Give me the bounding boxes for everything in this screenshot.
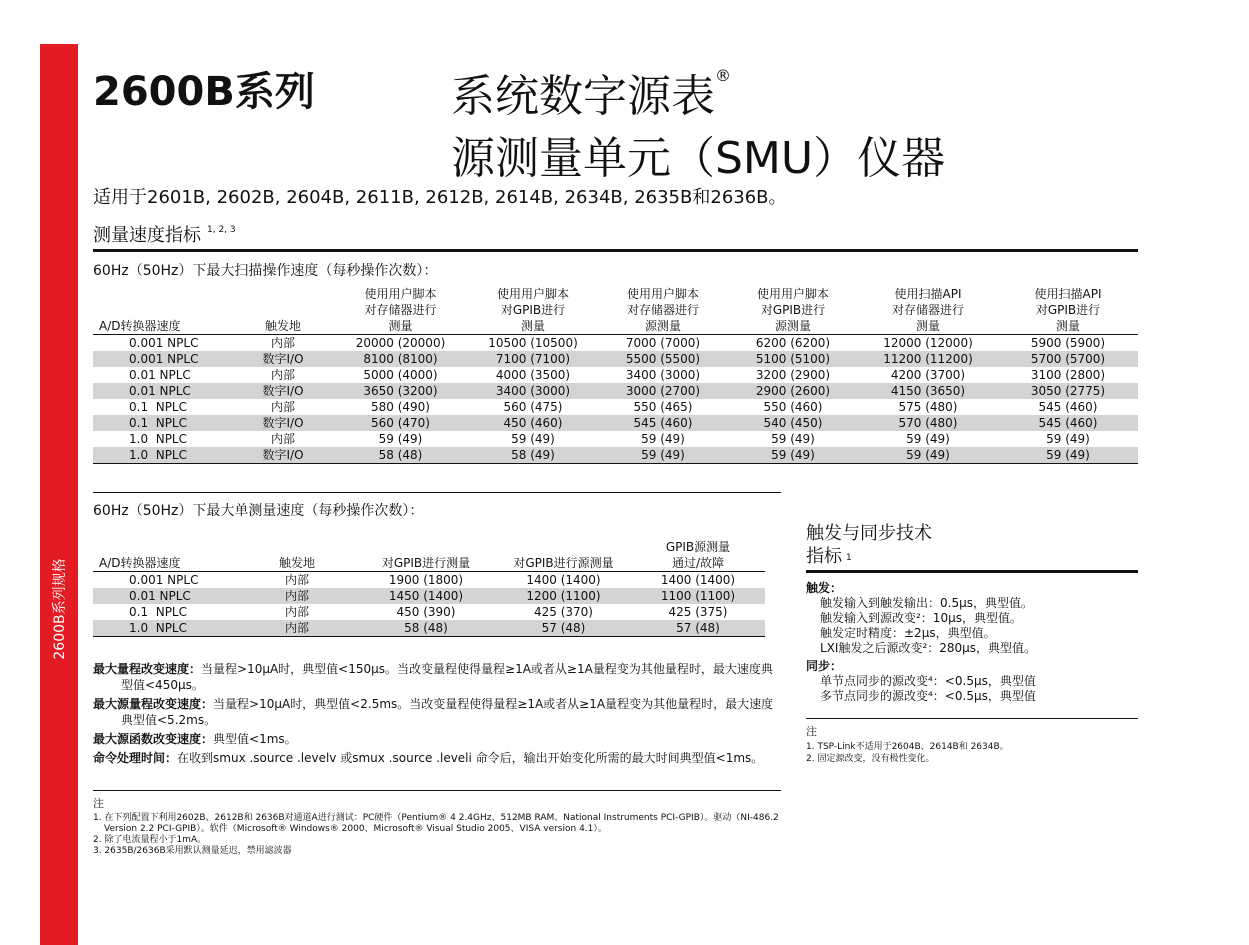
table-cell: 4150 (3650)	[858, 383, 998, 399]
table-row	[93, 399, 1138, 415]
table-cell: 59 (49)	[1046, 432, 1090, 446]
table-row	[93, 351, 1138, 367]
divider	[93, 492, 781, 493]
table-cell: 0.001 NPLC	[129, 573, 199, 587]
table-cell: 8100 (8100)	[333, 351, 468, 367]
column-header: A/D转换器速度	[99, 556, 181, 570]
table-cell: 545 (460)	[598, 415, 728, 431]
table-cell: 0.1 NPLC	[129, 605, 187, 619]
table-cell: 59 (49)	[511, 432, 555, 446]
table-cell: 20000 (20000)	[355, 336, 446, 350]
table-cell: 1400 (1400)	[660, 573, 736, 587]
table-cell: 59 (49)	[998, 447, 1138, 464]
table-cell: 内部	[270, 400, 295, 414]
table-row	[93, 335, 1138, 352]
table-cell: 3100 (2800)	[1030, 368, 1106, 382]
table-cell: 0.1 NPLC	[129, 400, 187, 414]
sync-notes	[806, 726, 1140, 765]
column-header: 使用用户脚本 对存储器进行 源测量	[626, 287, 699, 333]
table-cell: 5700 (5700)	[998, 351, 1138, 367]
sync-notes-heading: 注	[806, 725, 817, 738]
table-cell: 57 (48)	[631, 620, 765, 637]
table-cell: 1.0 NPLC	[93, 620, 238, 637]
column-header: 触发地	[264, 319, 301, 333]
table-cell: 545 (460)	[1038, 400, 1098, 414]
sync-title-line2: 指标	[806, 546, 842, 567]
table-cell: 59 (49)	[858, 447, 998, 464]
table-cell: 内部	[284, 573, 309, 587]
registered-mark: ®	[715, 66, 731, 85]
table-cell: 数字I/O	[233, 415, 333, 431]
section-refs: 1, 2, 3	[207, 225, 236, 235]
trigger-spec: 触发输入到源改变²：10μs，典型值。	[820, 611, 1022, 625]
spec-note	[93, 750, 781, 766]
table-cell: 内部	[270, 336, 295, 350]
table-cell: 450 (390)	[396, 605, 456, 619]
table-cell: 7100 (7100)	[468, 351, 598, 367]
footnotes-heading: 注	[93, 797, 104, 810]
column-header: GPIB源测量 通过/故障	[665, 540, 731, 570]
table-cell: 58 (48)	[356, 620, 496, 637]
table-cell: 59 (49)	[728, 447, 858, 464]
table-row	[93, 431, 1138, 447]
table1-caption: 60Hz（50Hz）下最大扫描操作速度（每秒操作次数）：	[93, 263, 438, 279]
table-cell: 570 (480)	[858, 415, 998, 431]
column-header: 使用用户脚本 对GPIB进行 测量	[496, 287, 569, 333]
table-cell: 59 (49)	[378, 432, 423, 446]
table-cell: 数字I/O	[233, 351, 333, 367]
table-cell: 内部	[284, 605, 309, 619]
spec-note	[93, 696, 781, 728]
table-cell: 550 (460)	[763, 400, 823, 414]
table-cell: 550 (465)	[633, 400, 693, 414]
table-cell: 59 (49)	[641, 432, 685, 446]
table-row	[93, 620, 765, 637]
sync-note-item: 1. TSP-Link不适用于2604B、2614B和 2634B。	[806, 742, 1009, 752]
table-cell: 58 (49)	[468, 447, 598, 464]
table-cell: 3050 (2775)	[998, 383, 1138, 399]
table-cell: 5900 (5900)	[1030, 336, 1106, 350]
table-row	[93, 572, 765, 589]
table-cell: 4000 (3500)	[495, 368, 571, 382]
table-cell: 0.1 NPLC	[93, 415, 233, 431]
table-cell: 5500 (5500)	[598, 351, 728, 367]
spec-note-label: 最大源函数改变速度：	[93, 732, 214, 746]
table-cell: 58 (48)	[333, 447, 468, 464]
table-cell: 425 (375)	[668, 605, 728, 619]
table-cell: 内部	[270, 432, 295, 446]
spec-note	[93, 661, 781, 693]
table-cell: 5100 (5100)	[728, 351, 858, 367]
trigger-label: 触发：	[806, 581, 843, 595]
spec-notes	[93, 661, 781, 769]
sync-spec: 多节点同步的源改变⁴：<0.5μs，典型值	[820, 689, 1036, 703]
table-cell: 1200 (1100)	[496, 588, 631, 604]
table2-caption: 60Hz（50Hz）下最大单测量速度（每秒操作次数）：	[93, 503, 424, 519]
sync-title-line1: 触发与同步技术	[806, 523, 932, 544]
table-cell: 1.0 NPLC	[129, 432, 187, 446]
column-header: 触发地	[278, 556, 315, 570]
spec-note-text: 在收到smux .source .levelv 或smux .source .leveli 命令后，输出开始变化所需的最大时间典型值<1ms。	[177, 751, 764, 765]
column-header: 使用扫描API 对存储器进行 测量	[891, 287, 964, 333]
table-row	[93, 588, 765, 604]
title-text: 系统数字源表	[451, 71, 715, 122]
divider	[806, 570, 1138, 573]
sidebar-bar	[40, 44, 78, 945]
single-measure-table	[93, 539, 765, 637]
column-header: A/D转换器速度	[99, 319, 181, 333]
table-cell: 0.01 NPLC	[93, 383, 233, 399]
spec-note-text: 当量程>10μA时，典型值<150μs。当改变量程使得量程≥1A或者从≥1A量程变为其他量程时，最大速度典型值<450μs。	[121, 662, 773, 692]
table-cell: 6200 (6200)	[755, 336, 831, 350]
table-cell: 57 (48)	[496, 620, 631, 637]
table-cell: 0.01 NPLC	[129, 368, 191, 382]
table-cell: 540 (450)	[728, 415, 858, 431]
spec-note	[93, 731, 781, 747]
table-cell: 1900 (1800)	[388, 573, 464, 587]
table-cell: 1100 (1100)	[631, 588, 765, 604]
table-cell: 0.001 NPLC	[129, 336, 199, 350]
sync-note-item: 2. 固定源改变，没有极性变化。	[806, 754, 935, 764]
table-cell: 2900 (2600)	[728, 383, 858, 399]
column-header: 对GPIB进行测量	[381, 556, 471, 570]
table-row	[93, 447, 1138, 464]
spec-note-label: 命令处理时间：	[93, 751, 178, 765]
table-cell: 59 (49)	[598, 447, 728, 464]
table-cell: 560 (470)	[333, 415, 468, 431]
footnote-item: 2. 除了电流量程小于1mA。	[93, 835, 207, 845]
footnote-item: 3. 2635B/2636B采用默认测量延迟，禁用滤波器	[93, 846, 292, 856]
page-title-line2: 源测量单元（SMU）仪器	[451, 133, 946, 184]
sync-spec: 单节点同步的源改变⁴：<0.5μs，典型值	[820, 674, 1036, 688]
models-line: 适用于2601B, 2602B, 2604B, 2611B, 2612B, 2614B, 2634B, 2635B和2636B。	[93, 187, 787, 208]
table-cell: 10500 (10500)	[488, 336, 578, 350]
spec-note-text: 当量程>10μA时，典型值<2.5ms。当改变量程使得量程≥1A或者从≥1A量程变为其他量程时，最大速度典型值<5.2ms。	[121, 697, 774, 727]
sidebar-label: 2600B系列规格	[52, 558, 68, 660]
table-cell: 1450 (1400)	[356, 588, 496, 604]
sync-label: 同步：	[806, 659, 843, 673]
table-cell: 580 (490)	[371, 400, 430, 414]
table-cell: 内部	[270, 368, 295, 382]
spec-note-label: 最大量程改变速度：	[93, 662, 202, 676]
footnotes	[93, 798, 793, 857]
table-row	[93, 383, 1138, 399]
table-cell: 3650 (3200)	[333, 383, 468, 399]
table-cell: 450 (460)	[468, 415, 598, 431]
column-header: 使用用户脚本 对存储器进行 测量	[364, 287, 437, 333]
table-cell: 12000 (12000)	[883, 336, 973, 350]
section-title: 测量速度指标	[93, 225, 201, 246]
footnote-item: 1. 在下列配置下利用2602B、2612B和 2636B对通道A进行测试：PC硬件（Pentium® 4 2.4GHz、512MB RAM、National Instruments PCI-GPIB）。驱动（NI-486.2 Version 2.2 PCI-GPIB）。软件（Microsoft® Windows® 2000、Microsoft® Visual Studio 2005、VISA version 4.1）。	[93, 813, 779, 834]
table-cell: 0.01 NPLC	[93, 588, 238, 604]
divider	[806, 718, 1138, 719]
page-title-line1	[451, 60, 731, 124]
table-cell: 59 (49)	[906, 432, 950, 446]
series-name: 2600B系列	[93, 69, 315, 115]
table-cell: 3400 (3000)	[468, 383, 598, 399]
table-cell: 内部	[238, 588, 356, 604]
table-cell: 数字I/O	[233, 447, 333, 464]
table-cell: 数字I/O	[233, 383, 333, 399]
table-row	[93, 367, 1138, 383]
table-cell: 4200 (3700)	[890, 368, 966, 382]
column-header: 使用用户脚本 对GPIB进行 源测量	[756, 287, 829, 333]
table-cell: 560 (475)	[503, 400, 563, 414]
table-cell: 0.001 NPLC	[93, 351, 233, 367]
table-cell: 3200 (2900)	[755, 368, 831, 382]
section-heading	[93, 221, 1138, 252]
table-cell: 545 (460)	[998, 415, 1138, 431]
scan-speed-table	[93, 286, 1138, 464]
column-header: 对GPIB进行源测量	[513, 556, 614, 570]
table-cell: 3000 (2700)	[598, 383, 728, 399]
column-header: 使用扫描API 对GPIB进行 测量	[1034, 287, 1102, 333]
table-cell: 11200 (11200)	[858, 351, 998, 367]
spec-note-text: 典型值<1ms。	[213, 732, 297, 746]
sync-specs	[806, 581, 1140, 704]
table-cell: 3400 (3000)	[625, 368, 701, 382]
table-row	[93, 604, 765, 620]
trigger-spec: LXI触发之后源改变²：280μs，典型值。	[820, 641, 1037, 655]
spec-note-label: 最大源量程改变速度：	[93, 697, 214, 711]
trigger-spec: 触发输入到触发输出：0.5μs，典型值。	[820, 596, 1033, 610]
table-row	[93, 415, 1138, 431]
sync-title-ref: 1	[846, 553, 852, 563]
table-cell: 575 (480)	[898, 400, 958, 414]
table-cell: 1.0 NPLC	[93, 447, 233, 464]
table-cell: 5000 (4000)	[363, 368, 438, 382]
table-cell: 内部	[238, 620, 356, 637]
table-cell: 59 (49)	[771, 432, 815, 446]
table-cell: 7000 (7000)	[625, 336, 701, 350]
table-cell: 1400 (1400)	[526, 573, 601, 587]
trigger-spec: 触发定时精度：±2μs，典型值。	[820, 626, 996, 640]
divider	[93, 790, 781, 791]
sync-section-title	[806, 522, 932, 568]
table-cell: 425 (370)	[534, 605, 593, 619]
